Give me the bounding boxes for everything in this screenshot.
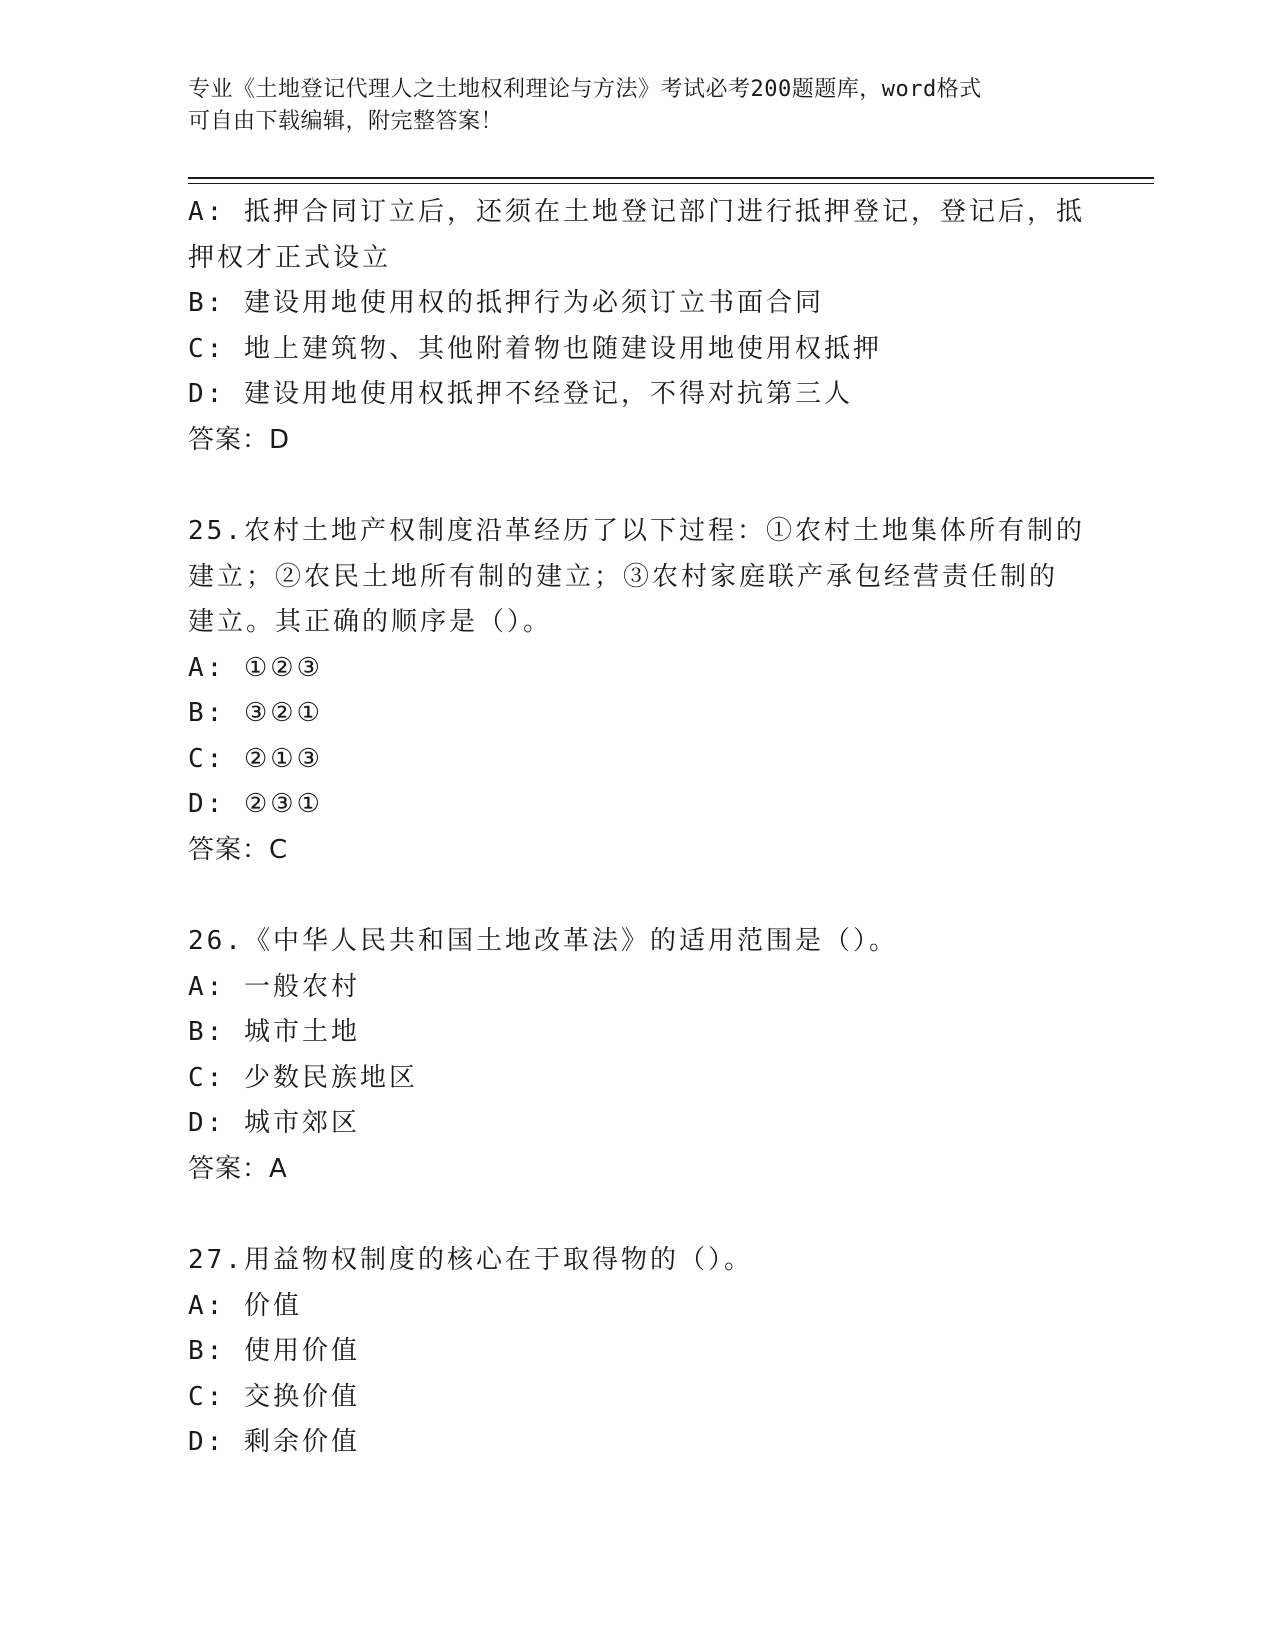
option-d: D: 城市郊区 — [188, 1108, 360, 1138]
question-26 — [188, 919, 1088, 1192]
option-a: A: 抵押合同订立后，还须在土地登记部门进行抵押登记，登记后，抵 — [188, 197, 1085, 227]
question-stem-continued: 建立。其正确的顺序是（）。 — [188, 607, 553, 637]
answer: 答案：C — [188, 834, 289, 865]
header-divider-thin — [188, 183, 1154, 184]
spacer — [188, 1192, 1088, 1238]
answer: 答案：D — [188, 424, 291, 455]
question-24-options — [188, 190, 1088, 463]
option-c: C: ②①③ — [188, 743, 323, 774]
header-line-2: 可自由下载编辑，附完整答案！ — [188, 109, 504, 134]
document-header — [188, 74, 1088, 138]
option-d: D: ②③① — [188, 789, 323, 819]
option-d: D: 建设用地使用权抵押不经登记，不得对抗第三人 — [188, 379, 853, 409]
option-c: C: 少数民族地区 — [188, 1062, 418, 1093]
answer: 答案：A — [188, 1153, 288, 1184]
question-stem: 27.用益物权制度的核心在于取得物的（）。 — [188, 1245, 753, 1275]
header-line-1: 专业《土地登记代理人之土地权利理论与方法》考试必考200题题库，word格式 — [188, 77, 982, 102]
option-b: B: 建设用地使用权的抵押行为必须订立书面合同 — [188, 288, 824, 318]
spacer — [188, 463, 1088, 509]
question-25 — [188, 509, 1088, 873]
option-b: B: ③②① — [188, 698, 323, 728]
option-d: D: 剩余价值 — [188, 1427, 360, 1457]
question-stem-continued: 建立；②农民土地所有制的建立；③农村家庭联产承包经营责任制的 — [188, 561, 1059, 592]
option-a: A: 一般农村 — [188, 971, 360, 1002]
spacer — [188, 873, 1088, 919]
option-c: C: 地上建筑物、其他附着物也随建设用地使用权抵押 — [188, 333, 882, 364]
option-a: A: 价值 — [188, 1290, 302, 1321]
header-divider-thick — [188, 177, 1154, 179]
option-a-continued: 押权才正式设立 — [188, 242, 392, 273]
question-list — [188, 190, 1088, 1466]
option-c: C: 交换价值 — [188, 1381, 360, 1412]
option-b: B: 使用价值 — [188, 1336, 360, 1366]
question-27 — [188, 1238, 1088, 1466]
option-b: B: 城市土地 — [188, 1017, 360, 1047]
question-stem: 26.《中华人民共和国土地改革法》的适用范围是（）。 — [188, 926, 898, 956]
question-stem: 25.农村土地产权制度沿革经历了以下过程：①农村土地集体所有制的 — [188, 516, 1085, 546]
option-a: A: ①②③ — [188, 652, 323, 683]
